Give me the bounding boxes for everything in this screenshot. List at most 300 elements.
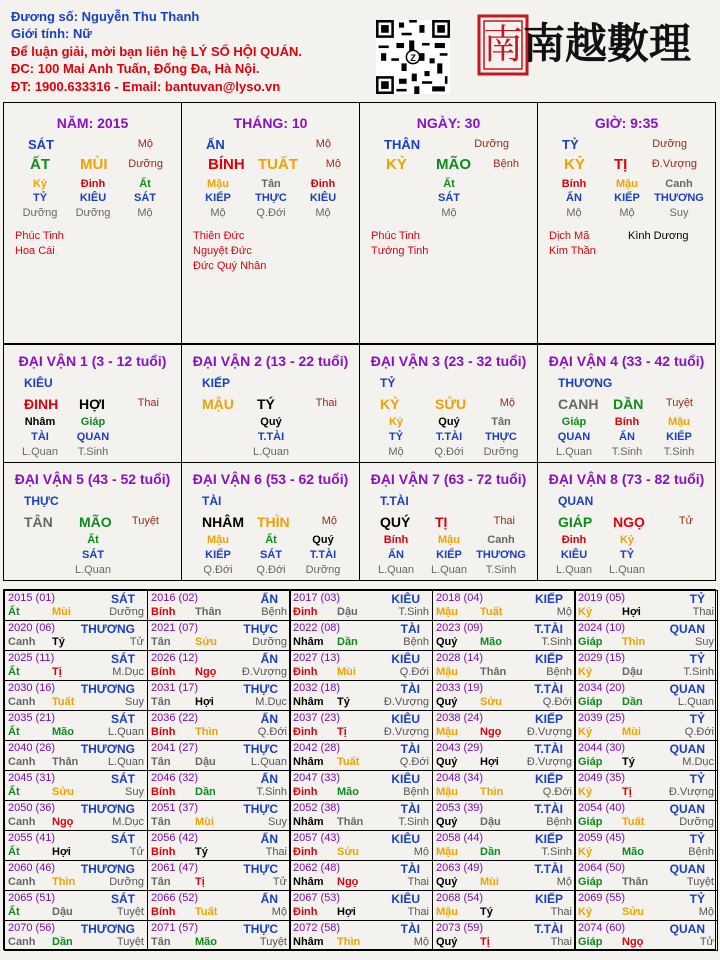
year-phase: Tử xyxy=(272,876,287,888)
year-phase: Thai xyxy=(550,906,572,918)
contact-note: Để luận giải, mời bạn liên hệ LÝ SỐ HỘI QUÁN. xyxy=(11,43,302,59)
pillar-title: THÁNG: 10 xyxy=(233,115,308,131)
dai-van-box xyxy=(537,344,716,463)
hidden-stem: Ất xyxy=(139,178,151,190)
year-phase: Đ.Vượng xyxy=(383,726,429,738)
life-stage: Mộ xyxy=(210,207,226,219)
dai-van-chi-phase: Tử xyxy=(678,515,693,527)
year-label: 2049 (35) xyxy=(578,772,626,784)
year-can: Canh xyxy=(8,936,36,948)
life-stage: L.Quan xyxy=(21,446,59,458)
year-can: Giáp xyxy=(578,696,603,708)
year-can: Tân xyxy=(151,816,171,828)
hidden-stem: Đinh xyxy=(310,178,336,190)
year-star: QUAN xyxy=(669,622,705,636)
year-chi: Thân xyxy=(337,816,364,828)
year-phase: Tử xyxy=(129,636,144,648)
year-label: 2040 (26) xyxy=(8,742,56,754)
year-phase: Dưỡng xyxy=(109,606,144,618)
dai-van-chi-phase: Mộ xyxy=(321,515,337,527)
ten-god: SÁT xyxy=(438,192,460,204)
pillar-box xyxy=(537,102,716,344)
ten-god: T.TÀI xyxy=(435,431,463,443)
year-can: Kỷ xyxy=(578,606,593,618)
hidden-stem: Giáp xyxy=(80,416,106,428)
year-label: 2069 (55) xyxy=(578,892,626,904)
hidden-stem: Ất xyxy=(87,534,99,546)
year-star: THƯƠNG xyxy=(80,622,135,636)
life-stage: L.Quan xyxy=(608,564,646,576)
year-label: 2053 (39) xyxy=(436,802,484,814)
year-chi: Dậu xyxy=(622,666,643,678)
year-cell xyxy=(432,830,576,861)
ten-god: TÀI xyxy=(31,431,49,443)
year-star: TỶ xyxy=(689,592,705,606)
year-star: TỶ xyxy=(689,772,705,786)
ten-god: ẤN xyxy=(619,431,635,443)
ten-god: THƯƠNG xyxy=(654,192,704,204)
year-can: Đinh xyxy=(293,786,318,798)
life-stage: L.Quan xyxy=(430,564,468,576)
year-label: 2043 (29) xyxy=(436,742,484,754)
year-can: Mậu xyxy=(436,606,458,618)
year-cell xyxy=(4,890,148,921)
hidden-stem: Bính xyxy=(614,416,640,428)
ten-god: ẤN xyxy=(566,192,582,204)
ten-god: SÁT xyxy=(82,549,104,561)
year-cell xyxy=(432,890,576,921)
year-star: KIẾP xyxy=(534,712,563,726)
hidden-stem: Tân xyxy=(491,416,511,428)
year-can: Mậu xyxy=(436,846,458,858)
address: ĐC: 100 Mai Anh Tuấn, Đống Đa, Hà Nội. xyxy=(11,61,260,77)
year-phase: Bệnh xyxy=(403,786,429,798)
year-can: Canh xyxy=(8,876,36,888)
pillar-chi-phase: Mộ xyxy=(325,158,341,170)
year-star: KIÊU xyxy=(391,592,420,606)
year-star: THƯƠNG xyxy=(80,922,135,936)
year-chi: Mùi xyxy=(195,816,214,828)
year-phase: T.Sinh xyxy=(683,666,714,678)
year-cell xyxy=(4,620,148,651)
year-cell xyxy=(432,650,576,681)
year-label: 2015 (01) xyxy=(8,592,56,604)
year-star: KIẾP xyxy=(534,892,563,906)
year-cell xyxy=(147,620,291,651)
year-chi: Hợi xyxy=(337,906,356,918)
year-cell xyxy=(147,740,291,771)
life-stage: Mộ xyxy=(619,207,635,219)
svg-text:南越數理: 南越數理 xyxy=(522,19,692,68)
year-can: Kỷ xyxy=(578,906,593,918)
year-cell xyxy=(289,680,433,711)
life-stage: Mộ xyxy=(566,207,582,219)
year-label: 2067 (53) xyxy=(293,892,341,904)
year-cell xyxy=(289,590,433,621)
dai-van-title: ĐẠI VẬN 7 (63 - 72 tuổi) xyxy=(370,471,527,487)
year-star: TỶ xyxy=(689,892,705,906)
pillar-box xyxy=(359,102,538,344)
year-can: Mậu xyxy=(436,906,458,918)
year-phase: T.Sinh xyxy=(541,846,572,858)
hidden-stem: Mậu xyxy=(668,416,690,428)
year-cell xyxy=(574,680,718,711)
pillar-title: NGÀY: 30 xyxy=(416,115,481,131)
year-can: Giáp xyxy=(578,936,603,948)
life-stage: Dưỡng xyxy=(305,564,341,576)
year-chi: Mùi xyxy=(622,726,641,738)
year-chi: Mùi xyxy=(52,606,71,618)
pillar-star-phase: Mộ xyxy=(137,138,153,150)
dai-van-box xyxy=(537,462,716,581)
year-star: T.TÀI xyxy=(534,922,563,936)
year-can: Tân xyxy=(151,876,171,888)
year-phase: Q.Đới xyxy=(542,696,572,708)
year-chi: Tuất xyxy=(337,756,360,768)
year-phase: Suy xyxy=(125,696,144,708)
life-stage: T.Sinh xyxy=(663,446,695,458)
year-can: Bính xyxy=(151,846,176,858)
hidden-stem: Kỷ xyxy=(388,416,404,428)
year-chi: Mão xyxy=(480,636,502,648)
year-label: 2020 (06) xyxy=(8,622,56,634)
owner-name: Đương số: Nguyễn Thu Thanh xyxy=(11,9,200,24)
dai-van-box xyxy=(181,462,360,581)
year-label: 2068 (54) xyxy=(436,892,484,904)
year-cell xyxy=(574,860,718,891)
hidden-stem: Mậu xyxy=(438,534,460,546)
year-can: Ất xyxy=(8,726,20,738)
year-phase: T.Sinh xyxy=(398,816,429,828)
ten-god: TỶ xyxy=(388,431,404,443)
year-label: 2057 (43) xyxy=(293,832,341,844)
year-star: T.TÀI xyxy=(534,742,563,756)
life-stage: Mộ xyxy=(137,207,153,219)
year-cell xyxy=(432,860,576,891)
dai-van-can: QUÝ xyxy=(380,514,411,530)
year-cell xyxy=(147,770,291,801)
qr-code-icon xyxy=(376,20,450,94)
year-star: TỶ xyxy=(689,832,705,846)
year-star: KIÊU xyxy=(391,832,420,846)
year-chi: Thìn xyxy=(52,876,76,888)
year-star: TÀI xyxy=(400,922,420,936)
year-star: ẤN xyxy=(260,832,278,846)
year-label: 2038 (24) xyxy=(436,712,484,724)
year-chi: Dần xyxy=(52,936,73,948)
ten-god: QUAN xyxy=(76,431,110,443)
year-phase: Dưỡng xyxy=(252,636,287,648)
life-stage: T.Sinh xyxy=(485,564,517,576)
year-star: KIẾP xyxy=(534,772,563,786)
year-chi: Hợi xyxy=(195,696,214,708)
dai-van-chi: DẦN xyxy=(613,396,644,412)
dai-van-chi-phase: Thai xyxy=(315,397,337,409)
year-chi: Sửu xyxy=(337,846,360,858)
pillar-star: TỶ xyxy=(562,137,579,152)
year-label: 2050 (36) xyxy=(8,802,56,814)
year-label: 2044 (30) xyxy=(578,742,626,754)
life-stage: T.Sinh xyxy=(611,446,643,458)
hidden-stem: Bính xyxy=(383,534,409,546)
dai-van-can: TÂN xyxy=(24,514,53,530)
year-phase: Bệnh xyxy=(403,636,429,648)
ten-god: THƯƠNG xyxy=(476,549,526,561)
year-cell xyxy=(4,920,148,951)
pillar-chi: MÃO xyxy=(436,156,471,173)
year-label: 2036 (22) xyxy=(151,712,199,724)
year-phase: Q.Đới xyxy=(399,666,429,678)
year-phase: Tử xyxy=(129,846,144,858)
year-label: 2041 (27) xyxy=(151,742,199,754)
year-phase: Tuyệt xyxy=(116,906,144,918)
year-chi: Tuất xyxy=(52,696,75,708)
dai-van-title: ĐẠI VẬN 3 (23 - 32 tuổi) xyxy=(370,353,527,369)
year-phase: Q.Đới xyxy=(399,756,429,768)
year-cell xyxy=(147,590,291,621)
year-can: Đinh xyxy=(293,906,318,918)
year-chi: Tị xyxy=(52,666,62,678)
year-label: 2030 (16) xyxy=(8,682,56,694)
ten-god: SÁT xyxy=(260,549,282,561)
year-phase: L.Quan xyxy=(677,696,714,708)
year-cell xyxy=(574,590,718,621)
year-phase: Suy xyxy=(125,786,144,798)
year-chi: Thân xyxy=(52,756,79,768)
dai-van-chi: SỬU xyxy=(435,396,467,412)
year-star: TÀI xyxy=(400,622,420,636)
year-phase: M.Dục xyxy=(682,756,714,768)
year-phase: Mộ xyxy=(413,936,429,948)
hidden-stem: Ất xyxy=(443,178,455,190)
year-star: KIÊU xyxy=(391,652,420,666)
year-chi: Sửu xyxy=(52,786,75,798)
year-star: T.TÀI xyxy=(534,622,563,636)
year-label: 2019 (05) xyxy=(578,592,626,604)
year-cell xyxy=(574,620,718,651)
year-cell xyxy=(574,650,718,681)
year-chi: Ngọ xyxy=(52,816,74,828)
year-star: THƯƠNG xyxy=(80,682,135,696)
year-can: Quý xyxy=(436,636,458,648)
year-chi: Ngọ xyxy=(622,936,644,948)
pillar-chi-phase: Dưỡng xyxy=(128,158,163,170)
year-chi: Hợi xyxy=(480,756,499,768)
pillar-can: ẤT xyxy=(30,156,50,173)
year-chi: Dần xyxy=(195,786,216,798)
year-can: Tân xyxy=(151,696,171,708)
year-star: SÁT xyxy=(111,832,135,846)
year-label: 2017 (03) xyxy=(293,592,341,604)
year-star: KIÊU xyxy=(391,712,420,726)
dai-van-chi-phase: Mộ xyxy=(499,397,515,409)
dai-van-title: ĐẠI VẬN 8 (73 - 82 tuổi) xyxy=(548,471,705,487)
year-star: THƯƠNG xyxy=(80,862,135,876)
year-star: TÀI xyxy=(400,682,420,696)
year-can: Đinh xyxy=(293,726,318,738)
year-chi: Thìn xyxy=(337,936,361,948)
dai-van-chi: THÌN xyxy=(257,514,290,530)
pillar-star-phase: Mộ xyxy=(315,138,331,150)
dai-van-chi: TÝ xyxy=(257,396,275,412)
year-label: 2021 (07) xyxy=(151,622,199,634)
year-label: 2033 (19) xyxy=(436,682,484,694)
year-label: 2022 (08) xyxy=(293,622,341,634)
pillar-box xyxy=(181,102,360,344)
year-chi: Tị xyxy=(622,786,632,798)
year-cell xyxy=(574,740,718,771)
year-cell xyxy=(574,890,718,921)
year-phase: Mộ xyxy=(413,846,429,858)
year-can: Nhâm xyxy=(293,696,324,708)
year-label: 2026 (12) xyxy=(151,652,199,664)
special-star: Đức Quý Nhân xyxy=(193,260,267,272)
year-chi: Thìn xyxy=(622,636,646,648)
pillar-star: ẤN xyxy=(206,137,225,152)
year-label: 2042 (28) xyxy=(293,742,341,754)
life-stage: L.Quan xyxy=(74,564,112,576)
year-star: TÀI xyxy=(400,862,420,876)
year-label: 2035 (21) xyxy=(8,712,56,724)
year-phase: Dưỡng xyxy=(679,816,714,828)
year-star: T.TÀI xyxy=(534,682,563,696)
dai-van-can: CANH xyxy=(558,396,599,412)
year-can: Tân xyxy=(151,936,171,948)
year-phase: Suy xyxy=(268,816,287,828)
pillar-chi: MÙI xyxy=(80,156,108,173)
year-label: 2048 (34) xyxy=(436,772,484,784)
year-star: SÁT xyxy=(111,712,135,726)
year-cell xyxy=(432,920,576,951)
dai-van-can: ĐINH xyxy=(24,396,59,412)
year-phase: Tuyệt xyxy=(116,936,144,948)
year-chi: Tuất xyxy=(480,606,503,618)
year-phase: Bệnh xyxy=(546,816,572,828)
ten-god: KIẾP xyxy=(205,192,231,204)
year-label: 2070 (56) xyxy=(8,922,56,934)
year-star: THỰC xyxy=(243,922,278,936)
hidden-stem: Bính xyxy=(561,178,587,190)
life-stage: Mộ xyxy=(315,207,331,219)
hidden-stem: Đinh xyxy=(80,178,106,190)
hidden-stem: Quý xyxy=(260,416,282,428)
svg-text:南: 南 xyxy=(483,22,523,68)
life-stage: T.Sinh xyxy=(77,446,109,458)
year-chi: Tị xyxy=(337,726,347,738)
year-star: TÀI xyxy=(400,802,420,816)
year-cell xyxy=(147,710,291,741)
dai-van-title: ĐẠI VẬN 6 (53 - 62 tuổi) xyxy=(192,471,349,487)
year-cell xyxy=(289,860,433,891)
year-can: Quý xyxy=(436,816,458,828)
pillar-can: BÍNH xyxy=(208,156,245,173)
hidden-stem: Quý xyxy=(312,534,334,546)
year-label: 2073 (59) xyxy=(436,922,484,934)
year-star: QUAN xyxy=(669,802,705,816)
year-chi: Ngọ xyxy=(337,876,359,888)
ten-god: KIẾP xyxy=(436,549,462,561)
year-label: 2066 (52) xyxy=(151,892,199,904)
dai-van-title: ĐẠI VẬN 4 (33 - 42 tuổi) xyxy=(548,353,705,369)
year-can: Bính xyxy=(151,786,176,798)
dai-van-chi: NGỌ xyxy=(613,514,645,530)
year-can: Nhâm xyxy=(293,816,324,828)
year-chi: Dậu xyxy=(337,606,358,618)
year-label: 2055 (41) xyxy=(8,832,56,844)
year-cell xyxy=(147,650,291,681)
ten-god: TỶ xyxy=(32,192,48,204)
year-cell xyxy=(147,920,291,951)
year-can: Kỷ xyxy=(578,786,593,798)
hidden-stem: Mậu xyxy=(207,178,229,190)
year-chi: Mùi xyxy=(337,666,356,678)
year-can: Ất xyxy=(8,606,20,618)
year-chi: Tuất xyxy=(195,906,218,918)
hidden-stem: Nhâm xyxy=(24,416,56,428)
dai-van-can: MẬU xyxy=(202,396,234,412)
year-phase: Đ.Vượng xyxy=(668,786,714,798)
year-can: Giáp xyxy=(578,816,603,828)
pillar-box xyxy=(3,102,182,344)
pillar-star-phase: Dưỡng xyxy=(474,138,509,150)
ten-god: KIẾP xyxy=(614,192,640,204)
year-phase: Mộ xyxy=(556,606,572,618)
life-stage: L.Quan xyxy=(555,446,593,458)
year-cell xyxy=(4,800,148,831)
year-can: Canh xyxy=(8,816,36,828)
year-cell xyxy=(289,740,433,771)
year-star: ẤN xyxy=(260,772,278,786)
ten-god: QUAN xyxy=(557,431,591,443)
year-phase: Đ.Vượng xyxy=(526,726,572,738)
year-can: Nhâm xyxy=(293,756,324,768)
year-cell xyxy=(289,920,433,951)
year-label: 2045 (31) xyxy=(8,772,56,784)
year-cell xyxy=(432,800,576,831)
year-phase: Tử xyxy=(699,936,714,948)
year-phase: Thai xyxy=(692,606,714,618)
year-chi: Tý xyxy=(195,846,208,858)
year-label: 2064 (50) xyxy=(578,862,626,874)
year-star: ẤN xyxy=(260,892,278,906)
year-can: Nhâm xyxy=(293,876,324,888)
year-chi: Mão xyxy=(337,786,359,798)
year-star: KIẾP xyxy=(534,832,563,846)
year-can: Giáp xyxy=(578,876,603,888)
year-can: Đinh xyxy=(293,606,318,618)
special-star: Kình Dương xyxy=(628,230,689,242)
pillar-chi: TỊ xyxy=(614,156,628,173)
dai-van-chi-phase: Thai xyxy=(493,515,515,527)
life-stage: Q.Đới xyxy=(256,564,286,576)
year-cell xyxy=(147,680,291,711)
year-label: 2054 (40) xyxy=(578,802,626,814)
year-phase: L.Quan xyxy=(107,726,144,738)
hidden-stem: Kỷ xyxy=(619,534,635,546)
year-chi: Ngọ xyxy=(195,666,217,678)
special-star: Phúc Tinh xyxy=(15,230,64,242)
hidden-stem: Mậu xyxy=(207,534,229,546)
year-cell xyxy=(4,740,148,771)
year-cell xyxy=(289,710,433,741)
year-star: THỰC xyxy=(243,682,278,696)
special-star: Hoa Cái xyxy=(15,245,55,257)
year-star: T.TÀI xyxy=(534,862,563,876)
year-chi: Tị xyxy=(480,936,490,948)
pillar-title: GIỜ: 9:35 xyxy=(594,115,659,131)
life-stage: Q.Đới xyxy=(203,564,233,576)
year-label: 2034 (20) xyxy=(578,682,626,694)
